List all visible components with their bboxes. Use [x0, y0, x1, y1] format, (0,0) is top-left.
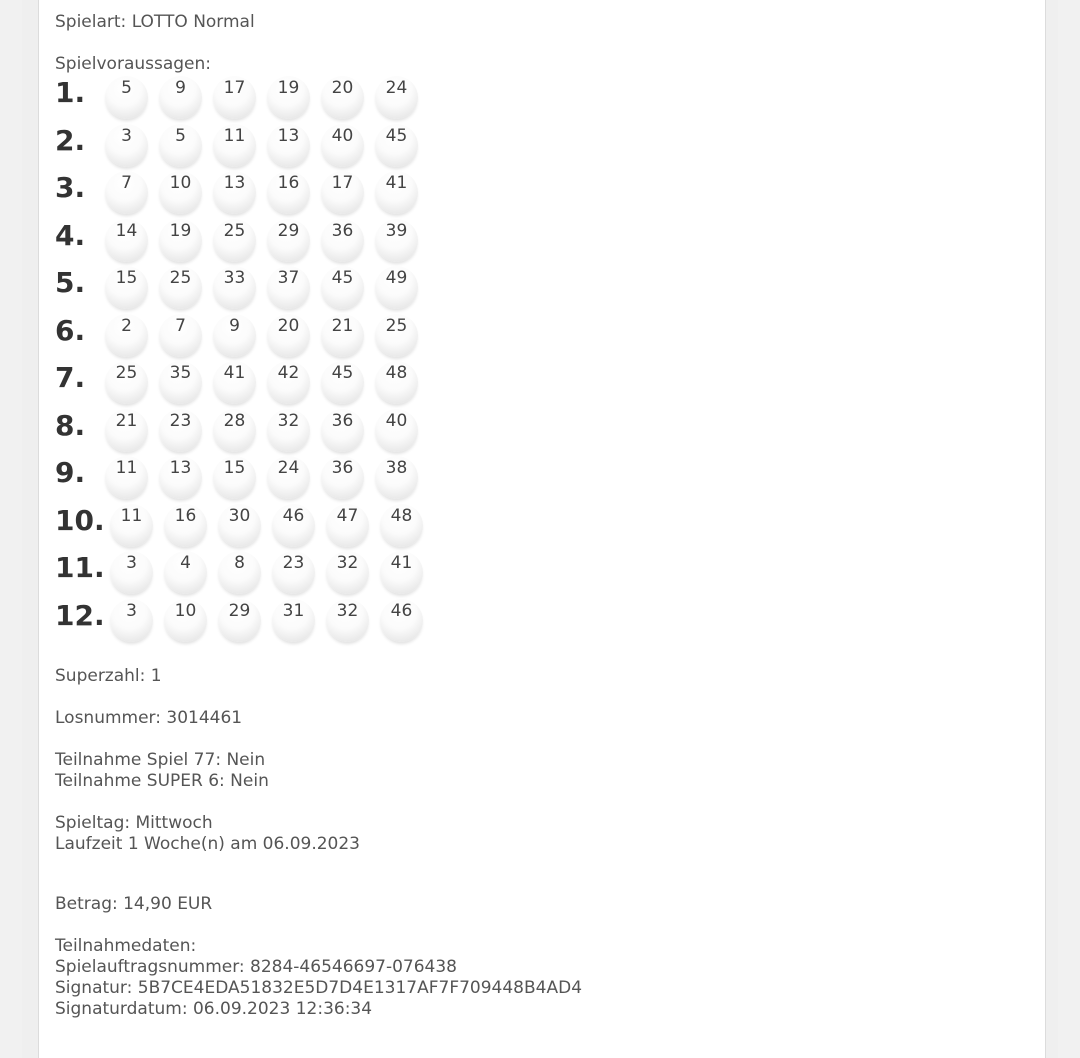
lotto-ball: 17: [213, 76, 256, 119]
lotto-ball: 32: [267, 409, 310, 452]
teilnahme-spiel77: Teilnahme Spiel 77: Nein: [55, 750, 266, 770]
lotto-ball: 38: [375, 456, 418, 499]
lotto-ball: 10: [159, 171, 202, 214]
superzahl: Superzahl: 1: [55, 666, 162, 686]
tip-row: [55, 124, 1029, 172]
lotto-ball: 29: [267, 219, 310, 262]
lotto-ball: 49: [375, 266, 418, 309]
lotto-ball: 41: [380, 551, 423, 594]
lotto-balls: [105, 219, 418, 262]
tip-row-label: 7.: [55, 361, 86, 394]
spielart: Spielart: LOTTO Normal: [55, 12, 255, 32]
lotto-ball: 8: [218, 551, 261, 594]
lotto-ball: 23: [272, 551, 315, 594]
lotto-balls: [105, 361, 418, 404]
tip-row: [55, 599, 1029, 647]
teilnahmedaten-label: Teilnahmedaten:: [55, 936, 197, 956]
lotto-ball: 15: [105, 266, 148, 309]
tip-row: [55, 409, 1029, 457]
lotto-ball: 2: [105, 314, 148, 357]
lotto-ball: 19: [159, 219, 202, 262]
lotto-ball: 40: [321, 124, 364, 167]
lotto-ball: 9: [159, 76, 202, 119]
tip-row-label: 10.: [55, 503, 105, 537]
tip-row: [55, 171, 1029, 219]
lotto-ball: 10: [164, 599, 207, 642]
lotto-balls: [110, 504, 423, 547]
lotto-ball: 16: [164, 504, 207, 547]
lotto-balls: [105, 124, 418, 167]
lotto-ball: 20: [321, 76, 364, 119]
teilnahme-super6: Teilnahme SUPER 6: Nein: [55, 771, 269, 791]
tip-row-label: 12.: [55, 598, 105, 632]
tip-row: [55, 456, 1029, 504]
tip-row: [55, 551, 1029, 599]
spielauftragsnummer: Spielauftragsnummer: 8284-46546697-076438: [55, 957, 457, 977]
lotto-ball: 37: [267, 266, 310, 309]
lotto-balls: [105, 456, 418, 499]
lotto-ball: 21: [321, 314, 364, 357]
tip-row-label: 6.: [55, 313, 86, 347]
tip-row-label: 1.: [55, 76, 86, 109]
lotto-ball: 9: [213, 314, 256, 357]
lotto-ball: 5: [159, 124, 202, 167]
ticket-card: [38, 0, 1046, 1058]
lotto-ball: 4: [164, 551, 207, 594]
lotto-ball: 30: [218, 504, 261, 547]
lotto-ball: 32: [326, 599, 369, 642]
tip-row-label: 4.: [55, 218, 86, 252]
lotto-ball: 36: [321, 409, 364, 452]
lotto-ball: 23: [159, 409, 202, 452]
lotto-ball: 7: [105, 171, 148, 214]
lotto-ball: 11: [213, 124, 256, 167]
lotto-ball: 25: [375, 314, 418, 357]
tip-row-label: 5.: [55, 266, 86, 299]
spieltag: Spieltag: Mittwoch: [55, 813, 213, 833]
tip-row-label: 11.: [55, 551, 105, 584]
lotto-ball: 41: [375, 171, 418, 214]
tip-row-label: 3.: [55, 171, 86, 204]
lotto-ball: 36: [321, 456, 364, 499]
losnummer: Losnummer: 3014461: [55, 708, 243, 728]
lotto-ball: 35: [159, 361, 202, 404]
signaturdatum: Signaturdatum: 06.09.2023 12:36:34: [55, 999, 373, 1019]
lotto-ball: 29: [218, 599, 261, 642]
tip-row: [55, 219, 1029, 267]
tip-row-label: 9.: [55, 456, 86, 489]
lotto-ball: 25: [213, 219, 256, 262]
lotto-ball: 46: [272, 504, 315, 547]
lotto-ball: 13: [267, 124, 310, 167]
lotto-ball: 13: [213, 171, 256, 214]
lotto-ball: 36: [321, 219, 364, 262]
tip-rows: [55, 76, 1029, 646]
lotto-ball: 32: [326, 551, 369, 594]
lotto-ball: 17: [321, 171, 364, 214]
laufzeit: Laufzeit 1 Woche(n) am 06.09.2023: [55, 834, 360, 854]
lotto-ball: 11: [105, 456, 148, 499]
lotto-ball: 7: [159, 314, 202, 357]
tip-row-label: 8.: [55, 408, 86, 442]
tip-row: [55, 266, 1029, 314]
tip-row: [55, 76, 1029, 124]
lotto-ball: 28: [213, 409, 256, 452]
tip-row: [55, 504, 1029, 552]
lotto-ball: 25: [105, 361, 148, 404]
lotto-ball: 5: [105, 76, 148, 119]
lotto-ball: 11: [110, 504, 153, 547]
lotto-ball: 3: [110, 599, 153, 642]
tip-row: [55, 314, 1029, 362]
lotto-ball: 20: [267, 314, 310, 357]
lotto-ball: 48: [375, 361, 418, 404]
lotto-ball: 42: [267, 361, 310, 404]
lotto-ball: 47: [326, 504, 369, 547]
lotto-balls: [105, 266, 418, 309]
lotto-balls: [105, 76, 418, 119]
page-background: [22, 0, 1058, 1058]
lotto-ball: 21: [105, 409, 148, 452]
lotto-ball: 16: [267, 171, 310, 214]
lotto-ball: 45: [375, 124, 418, 167]
lotto-ball: 45: [321, 266, 364, 309]
lotto-ball: 31: [272, 599, 315, 642]
ticket-content: [55, 12, 1029, 1020]
lotto-ball: 25: [159, 266, 202, 309]
lotto-balls: [110, 551, 423, 594]
lotto-ball: 46: [380, 599, 423, 642]
lotto-balls: [105, 314, 418, 357]
lotto-ball: 45: [321, 361, 364, 404]
lotto-balls: [105, 409, 418, 452]
lotto-ball: 48: [380, 504, 423, 547]
lotto-ball: 24: [375, 76, 418, 119]
betrag: Betrag: 14,90 EUR: [55, 894, 213, 914]
lotto-ball: 39: [375, 219, 418, 262]
lotto-ball: 3: [105, 124, 148, 167]
signatur: Signatur: 5B7CE4EDA51832E5D7D4E1317AF7F709448B4AD4: [55, 978, 583, 998]
lotto-ball: 13: [159, 456, 202, 499]
tip-row-label: 2.: [55, 123, 86, 157]
lotto-ball: 40: [375, 409, 418, 452]
lotto-ball: 33: [213, 266, 256, 309]
spielvoraussagen-label: Spielvoraussagen:: [55, 54, 212, 74]
lotto-ball: 14: [105, 219, 148, 262]
lotto-balls: [105, 171, 418, 214]
lotto-ball: 15: [213, 456, 256, 499]
lotto-ball: 3: [110, 551, 153, 594]
tip-row: [55, 361, 1029, 409]
lotto-balls: [110, 599, 423, 642]
lotto-ball: 24: [267, 456, 310, 499]
lotto-ball: 19: [267, 76, 310, 119]
lotto-ball: 41: [213, 361, 256, 404]
